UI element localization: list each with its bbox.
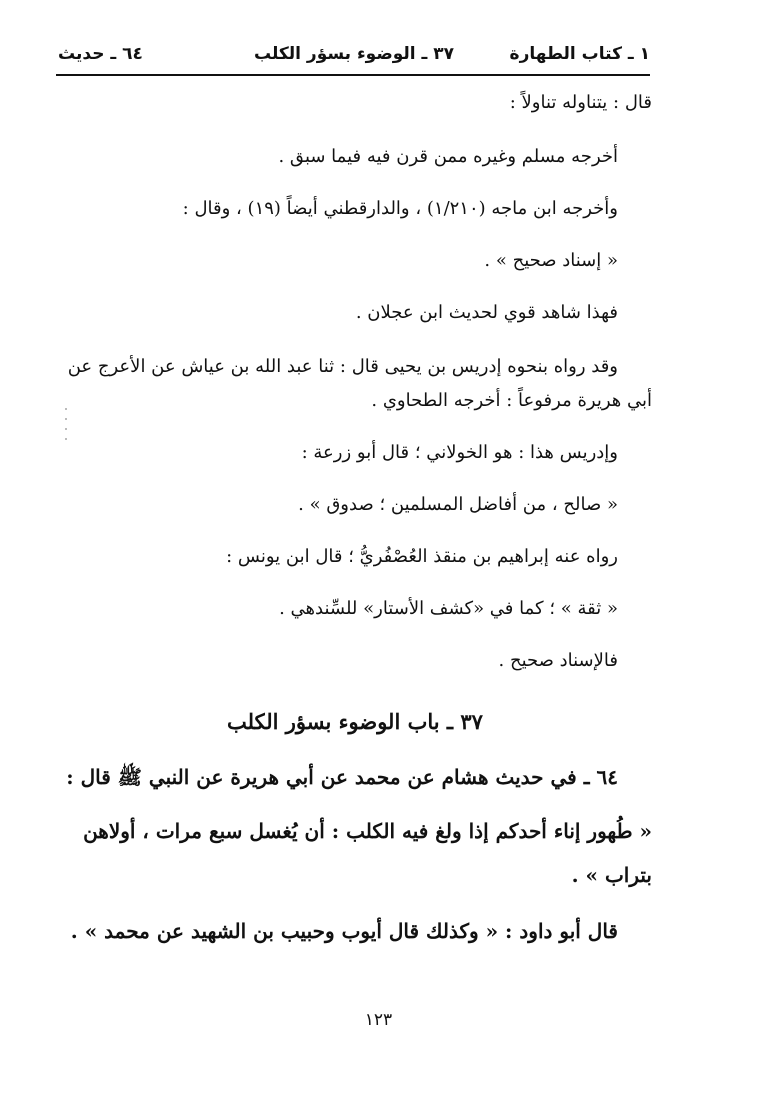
running-head-chapter: ٣٧ ـ الوضوء بسؤر الكلب — [253, 44, 455, 64]
text-line: رواه عنه إبراهيم بن منقذ العُصْفُريُّ ؛ قال ابن يونس : — [226, 546, 618, 567]
text-line: وإدريس هذا : هو الخولاني ؛ قال أبو زرعة : — [301, 442, 618, 463]
running-head-hadith: ٦٤ ـ حديث — [58, 44, 143, 64]
hadith-text: بتراب » . — [571, 863, 652, 887]
text-line: أبي هريرة مرفوعاً : أخرجه الطحاوي . — [371, 390, 652, 411]
hadith-text: « طُهور إناء أحدكم إذا ولغ فيه الكلب : أن يُغسل سبع مرات ، أولاهن — [83, 819, 652, 843]
text-line: فهذا شاهد قوي لحديث ابن عجلان . — [355, 302, 618, 323]
section-heading: ٣٧ ـ باب الوضوء بسؤر الكلب — [227, 709, 483, 734]
quote-line: « إسناد صحيح » . — [484, 250, 618, 271]
running-head — [58, 40, 650, 70]
header-rule — [56, 74, 650, 76]
text-line: وقد رواه بنحوه إدريس بن يحيى قال : ثنا عبد الله بن عياش عن الأعرج عن — [67, 356, 618, 377]
text-line: وأخرجه ابن ماجه (١/٢١٠) ، والدارقطني أيضاً (١٩) ، وقال : — [182, 198, 618, 219]
running-head-book: ١ ـ كتاب الطهارة — [509, 44, 650, 64]
quote-line: « ثقة » ؛ كما في «كشف الأستار» للسِّندهي . — [279, 598, 618, 619]
text-line: قال : يتناوله تناولاً : — [509, 92, 652, 113]
abu-dawud-note: قال أبو داود : « وكذلك قال أيوب وحبيب بن الشهيد عن محمد » . — [70, 919, 618, 943]
text-line: فالإسناد صحيح . — [498, 650, 618, 671]
quote-line: « صالح ، من أفاضل المسلمين ؛ صدوق » . — [298, 494, 618, 515]
page-number: ١٢٣ — [364, 1010, 393, 1030]
hadith-intro: ٦٤ ـ في حديث هشام عن محمد عن أبي هريرة عن النبي ﷺ قال : — [66, 765, 618, 789]
page-body — [58, 88, 652, 948]
text-line: أخرجه مسلم وغيره ممن قرن فيه فيما سبق . — [278, 146, 618, 167]
